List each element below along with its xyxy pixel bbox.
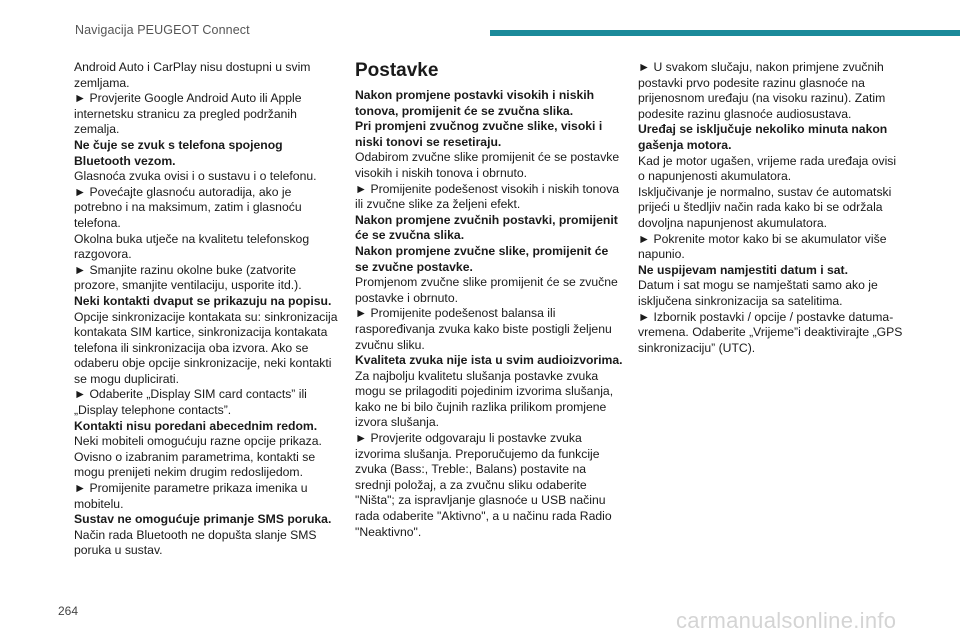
body-paragraph: Android Auto i CarPlay nisu dostupni u svim zemljama. xyxy=(74,60,311,90)
question-heading: Uređaj se isključuje nekoliko minuta nakon gašenja motora. xyxy=(638,122,888,152)
body-paragraph: Glasnoća zvuka ovisi i o sustavu i o telefonu. xyxy=(74,169,317,184)
question-heading: Nakon promjene postavki visokih i niskih tonova, promijenit će se zvučna slika. xyxy=(355,88,595,118)
question-heading: Ne uspijevam namjestiti datum i sat. xyxy=(638,262,848,277)
body-paragraph: Promjenom zvučne slike promijenit će se zvučne postavke i obrnuto. xyxy=(355,275,618,305)
question-heading: Sustav ne omogućuje primanje SMS poruka. xyxy=(74,512,332,527)
body-paragraph: Kad je motor ugašen, vrijeme rada uređaja ovisi o napunjenosti akumulatora. xyxy=(638,153,897,184)
section-title: Postavke xyxy=(355,60,439,81)
page-number: 264 xyxy=(58,604,79,618)
header-accent-bar xyxy=(490,30,960,36)
body-paragraph: Za najbolju kvalitetu slušanja postavke zvuka mogu se prilagoditi pojedinim izvorima slušanja, kako ne bi bilo čujnih razlika prilikom promjene izvora slušanja. xyxy=(355,368,614,430)
body-paragraph: ► Promijenite podešenost visokih i niskih tonova ili zvučne slike za željeni efekt. xyxy=(355,181,620,212)
question-heading: Neki kontakti dvaput se prikazuju na popisu. xyxy=(74,293,332,308)
column-right xyxy=(638,60,906,356)
running-head: Navigacija PEUGEOT Connect xyxy=(75,23,250,37)
body-paragraph: Način rada Bluetooth ne dopušta slanje SMS poruka u sustav. xyxy=(74,527,317,558)
question-heading: Pri promjeni zvučnog zvučne slike, visoki i niski tonovi se resetiraju. xyxy=(355,119,603,149)
body-paragraph: ► Pokrenite motor kako bi se akumulator više napunio. xyxy=(638,231,887,262)
body-paragraph: ► Povećajte glasnoću autoradija, ako je potrebno i na maksimum, zatim i glasnoću telefona. xyxy=(74,184,302,230)
column-middle xyxy=(355,60,623,540)
body-paragraph: ► Smanjite razinu okolne buke (zatvorite prozore, smanjite ventilaciju, usporite itd.). xyxy=(74,262,302,293)
body-paragraph: ► Izbornik postavki / opcije / postavke datuma-vremena. Odaberite „Vrijeme”i deaktivirajte „GPS sinkronizaciju” (UTC). xyxy=(638,309,903,355)
body-paragraph: Opcije sinkronizacije kontakata su: sinkronizacija kontakata SIM kartice, sinkronizacija kontakata telefona ili sinkronizacija oba izvora. Ako se odaberu obje opcije sinkronizacije, neki kontakti se mogu duplicirati. xyxy=(74,309,338,386)
question-heading: Kvaliteta zvuka nije ista u svim audioizvorima. xyxy=(355,353,623,368)
body-paragraph: Odabirom zvučne slike promijenit će se postavke visokih i niskih tonova i obrnuto. xyxy=(355,150,620,180)
watermark: carmanualsonline.info xyxy=(676,608,897,633)
question-heading: Kontakti nisu poredani abecednim redom. xyxy=(74,418,318,433)
body-paragraph: ► Odaberite „Display SIM card contacts” ili „Display telephone contacts”. xyxy=(74,387,307,418)
body-paragraph: Okolna buka utječe na kvalitetu telefonskog razgovora. xyxy=(74,231,310,262)
question-heading: Ne čuje se zvuk s telefona spojenog Bluetooth vezom. xyxy=(74,137,283,168)
body-paragraph: Neki mobiteli omogućuju razne opcije prikaza. Ovisno o izabranim parametrima, kontakti se mogu prenijeti nekim drugim redoslijedom. xyxy=(74,434,322,480)
body-paragraph: ► U svakom slučaju, nakon primjene zvučnih postavki prvo podesite razinu glasnoće na prijenosnom uređaju (na visoku razinu). Zatim podesite razinu glasnoće audiosustava. xyxy=(638,60,886,121)
body-paragraph: Datum i sat mogu se namještati samo ako je isključena sinkronizacija sa satelitima. xyxy=(638,278,878,308)
body-paragraph: ► Provjerite Google Android Auto ili Apple internetsku stranicu za pregled podržanih zemalja. xyxy=(74,91,302,137)
question-heading: Nakon promjene zvučne slike, promijenit će se zvučne postavke. xyxy=(355,243,609,274)
question-heading: Nakon promjene zvučnih postavki, promijenit će se zvučna slika. xyxy=(355,212,618,243)
body-paragraph: Isključivanje je normalno, sustav će automatski prijeći u štedljiv način rada kako bi se održala dovoljna napunjenost akumulatora. xyxy=(638,184,892,230)
body-paragraph: ► Promijenite parametre prikaza imenika u mobitelu. xyxy=(74,481,308,511)
body-paragraph: ► Promijenite podešenost balansa ili raspoređivanja zvuka kako biste postigli željenu zvučnu sliku. xyxy=(355,306,612,352)
body-paragraph: ► Provjerite odgovaraju li postavke zvuka izvorima slušanja. Preporučujemo da funkcije zvuka (Bass:, Treble:, Balans) postavite na srednji položaj, a za zvučnu sliku odaberite "Ništa"; za ispravljanje glasnoće u USB načinu rada odaberite "Aktivno", a u načinu rada Radio "Neaktivno". xyxy=(355,431,612,539)
column-left xyxy=(74,60,342,559)
